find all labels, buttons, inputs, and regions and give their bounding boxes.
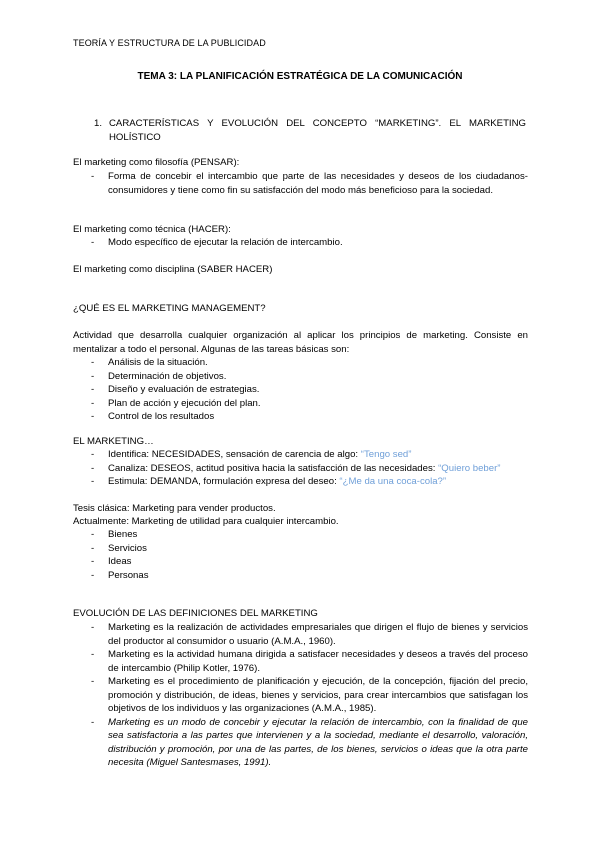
- evolucion-list: [91, 621, 528, 770]
- tesis-clasica: Tesis clásica: Marketing para vender productos.: [73, 503, 276, 514]
- list-item: - Marketing es la realización de actividades empresariales que dirigen el flujo de bienes y servicios del productor al consumidor o usuario (A.M.A., 1960).: [91, 622, 528, 647]
- section-heading-1: [94, 117, 526, 144]
- tecnica-label: El marketing como técnica (HACER):: [73, 224, 231, 235]
- list-item: - Servicios: [91, 542, 147, 554]
- filosofia-label: El marketing como filosofía (PENSAR):: [73, 157, 240, 168]
- list-item: - Control de los resultados: [91, 411, 215, 422]
- tesis-list: [91, 528, 528, 582]
- dash: -: [91, 171, 95, 182]
- example-quote: “¿Me da una coca-cola?”: [339, 476, 447, 487]
- list-item: - Identifica: NECESIDADES, sensación de carencia de algo: “Tengo sed”: [91, 449, 412, 460]
- list-item: - Personas: [91, 569, 149, 581]
- list-item: - Canaliza: DESEOS, actitud positiva hacia la satisfacción de las necesidades: “Quiero beber”: [91, 462, 501, 474]
- list-item: - Forma de concebir el intercambio que parte de las necesidades y deseos de los ciudadanos-consumidores y tiene como fin su satisfacción del modo más beneficioso para la sociedad.: [91, 171, 528, 196]
- list-item: - Análisis de la situación.: [91, 357, 208, 368]
- running-header: TEORÍA Y ESTRUCTURA DE LA PUBLICIDAD: [73, 38, 266, 48]
- tesis-actual: Actualmente: Marketing de utilidad para cualquier intercambio.: [73, 516, 339, 527]
- marketing-heading: EL MARKETING…: [73, 436, 154, 447]
- list-item: - Estimula: DEMANDA, formulación expresa del deseo: “¿Me da una coca-cola?”: [91, 476, 447, 487]
- example-quote: “Tengo sed”: [360, 449, 412, 460]
- section-heading-text: CARACTERÍSTICAS Y EVOLUCIÓN DEL CONCEPTO “MARKETING”. EL MARKETING HOLÍSTICO: [109, 118, 526, 143]
- disciplina-label: El marketing como disciplina (SABER HACER): [73, 264, 273, 275]
- example-quote: “Quiero beber”: [438, 462, 501, 474]
- list-item: - Modo específico de ejecutar la relación de intercambio.: [91, 237, 343, 248]
- list-item: - Diseño y evaluación de estrategias.: [91, 384, 260, 395]
- evolucion-heading: EVOLUCIÓN DE LAS DEFINICIONES DEL MARKETING: [73, 608, 318, 619]
- marketing-list: [91, 448, 528, 489]
- list-item: - Determinación de objetivos.: [91, 370, 227, 382]
- list-item: - Plan de acción y ejecución del plan.: [91, 397, 261, 409]
- management-heading: ¿QUÉ ES EL MARKETING MANAGEMENT?: [73, 303, 266, 314]
- list-item: - Marketing es la actividad humana dirigida a satisfacer necesidades y deseos a través del proceso de intercambio (Philip Kotler, 1976).: [91, 649, 528, 674]
- section-number: 1.: [94, 118, 103, 129]
- list-item: - Marketing es un modo de concebir y ejecutar la relación de intercambio, con la finalidad de que sea satisfactoria a las partes que intervienen y a la sociedad, mediante el desarrollo, valoración, distribución y promoción, por una de las partes, de los bienes, servicios o ideas que la otra parte necesita (Miguel Santesmases, 1991).: [91, 716, 528, 768]
- page-title: TEMA 3: LA PLANIFICACIÓN ESTRATÉGICA DE LA COMUNICACIÓN: [137, 71, 463, 82]
- management-list: [91, 356, 528, 424]
- tecnica-list: [91, 236, 528, 250]
- filosofia-list: [91, 170, 528, 197]
- list-item: - Marketing es el procedimiento de planificación y ejecución, de la concepción, fijación del precio, promoción y distribución, de ideas, bienes y servicios, para crear intercambios que satisfagan los objetivos de los individuos y las organizaciones (A.M.A., 1985).: [91, 676, 528, 714]
- list-item: - Ideas: [91, 556, 132, 567]
- list-item: - Bienes: [91, 529, 138, 540]
- management-intro: Actividad que desarrolla cualquier organización al aplicar los principios de marketing. Consiste en mentalizar a todo el personal. Algunas de las tareas básicas son:: [73, 330, 528, 355]
